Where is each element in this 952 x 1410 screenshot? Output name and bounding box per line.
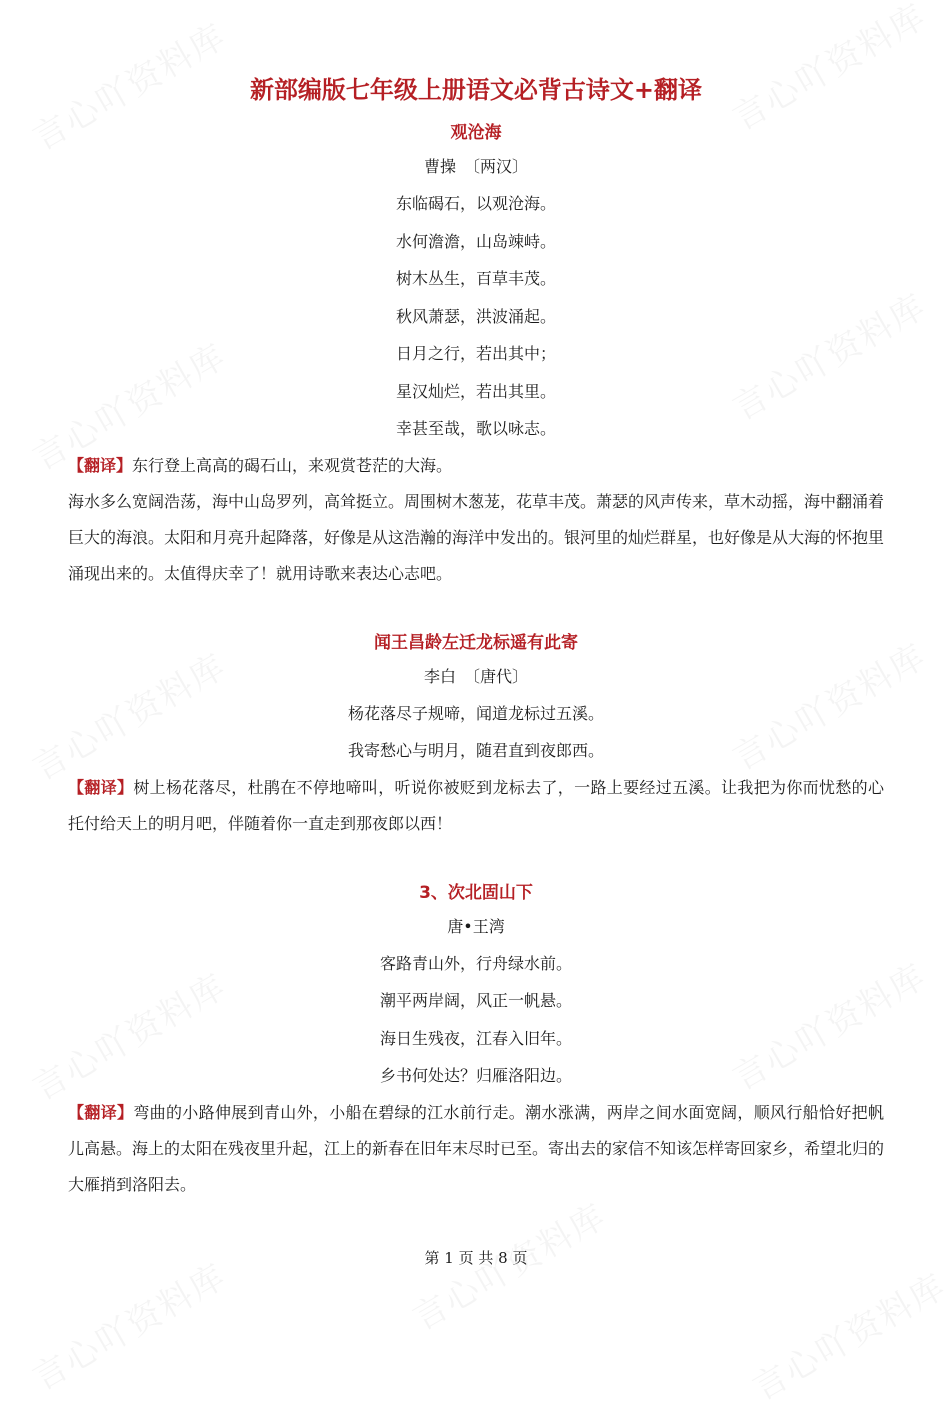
poem-author: 李白 〔唐代〕: [423, 666, 528, 686]
poem-line: 日月之行，若出其中；: [395, 344, 556, 363]
poem-title: 观沧海: [450, 123, 502, 143]
poem-line: 客路青山外，行舟绿水前。: [379, 953, 572, 973]
translation-paragraph: 海水多么宽阔浩荡，海中山岛罗列，高耸挺立。周围树木葱茏，花草丰茂。萧瑟的风声传来，草木动摇，海中翻涌着巨大的海浪。太阳和月亮升起降落，好像是从这浩瀚的海洋中发出的。银河里的灿烂群星，也好像是从大海的怀抱里涌现出来的。太值得庆幸了！就用诗歌来表达心志吧。: [68, 491, 885, 583]
translation-tag: 【翻译】: [68, 455, 133, 475]
poem-line: 树木丛生，百草丰茂。: [395, 269, 556, 288]
poem-line: 幸甚至哉，歌以咏志。: [395, 419, 556, 438]
translation-paragraph: [68, 770, 884, 842]
poem-author: 唐•王湾: [447, 916, 505, 936]
page-footer: 第 1 页 共 8 页: [424, 1249, 528, 1267]
translation-paragraph: [68, 448, 884, 484]
poem-line: 水何澹澹，山岛竦峙。: [395, 231, 556, 251]
poem-section: [68, 118, 884, 592]
poem-title: 3、次北固山下: [419, 882, 533, 903]
watermark: [22, 1249, 234, 1399]
translation-text: 东行登上高高的碣石山，来观赏苍茫的大海。: [132, 455, 453, 475]
translation-tag: 【翻译】: [68, 777, 134, 797]
poem-line: 潮平两岸阔，风正一帆悬。: [379, 991, 572, 1010]
poem-line: 杨花落尽子规啼，闻道龙标过五溪。: [347, 703, 604, 723]
poem-line: 东临碣石，以观沧海。: [395, 194, 556, 213]
translation-text: 树上杨花落尽，杜鹃在不停地啼叫，听说你被贬到龙标去了，一路上要经过五溪。让我把为你而忧愁的心托付给天上的明月吧，伴随着你一直走到那夜郎以西！: [68, 777, 884, 833]
poem-line: 海日生残夜，江春入旧年。: [379, 1028, 572, 1048]
document-title: 新部编版七年级上册语文必背古诗文+翻译: [249, 76, 703, 104]
document-content: [68, 70, 884, 1203]
translation-text: 弯曲的小路伸展到青山外，小船在碧绿的江水前行走。潮水涨满，两岸之间水面宽阔，顺风行船恰好把帆儿高悬。海上的太阳在残夜里升起，江上的新春在旧年末尽时已至。寄出去的家信不知该怎样寄回家乡，希望北归的大雁捎到洛阳去。: [68, 1102, 885, 1194]
poem-author: 曹操 〔两汉〕: [423, 157, 528, 176]
poem-section: [68, 878, 884, 1203]
translation-paragraph: [68, 1095, 884, 1203]
translation-tag: 【翻译】: [68, 1102, 134, 1122]
watermark: [742, 1259, 952, 1409]
poem-section: [68, 628, 884, 842]
poem-line: 秋风萧瑟，洪波涌起。: [395, 306, 556, 326]
poem-line: 我寄愁心与明月，随君直到夜郎西。: [347, 741, 604, 760]
poem-title: 闻王昌龄左迁龙标遥有此寄: [374, 632, 578, 653]
poem-line: 星汉灿烂，若出其里。: [395, 381, 556, 401]
poem-line: 乡书何处达？归雁洛阳边。: [379, 1066, 572, 1085]
